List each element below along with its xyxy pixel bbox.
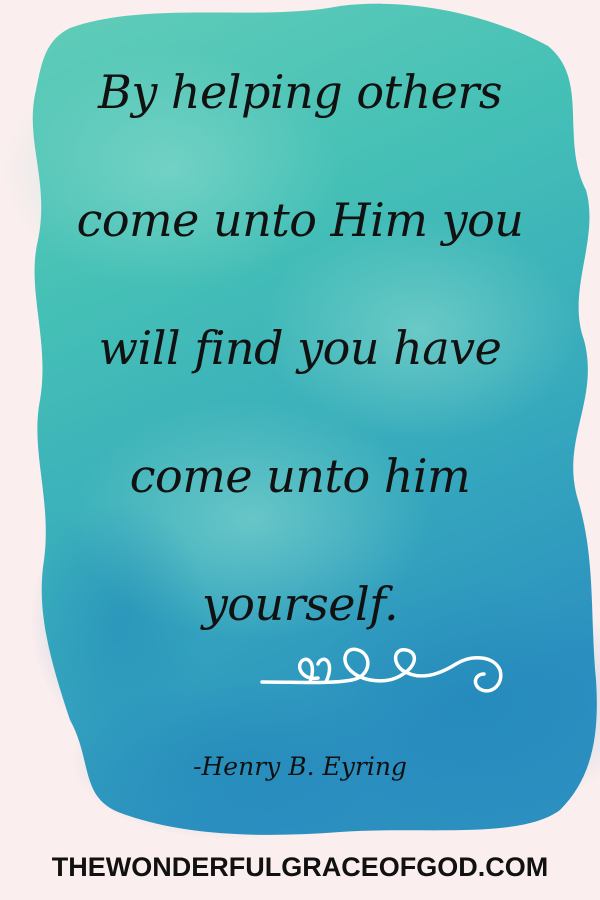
quote-line: yourself. [201,577,399,631]
quote-author: -Henry B. Eyring [193,752,407,781]
quote-line: come unto Him you [76,193,524,247]
quote-line: will find you have [98,321,502,375]
quote-line: come unto him [129,449,471,503]
quote-line: By helping others [98,65,502,119]
quote-text [40,28,560,668]
website-url: THEWONDERFULGRACEOFGOD.COM [51,852,549,882]
